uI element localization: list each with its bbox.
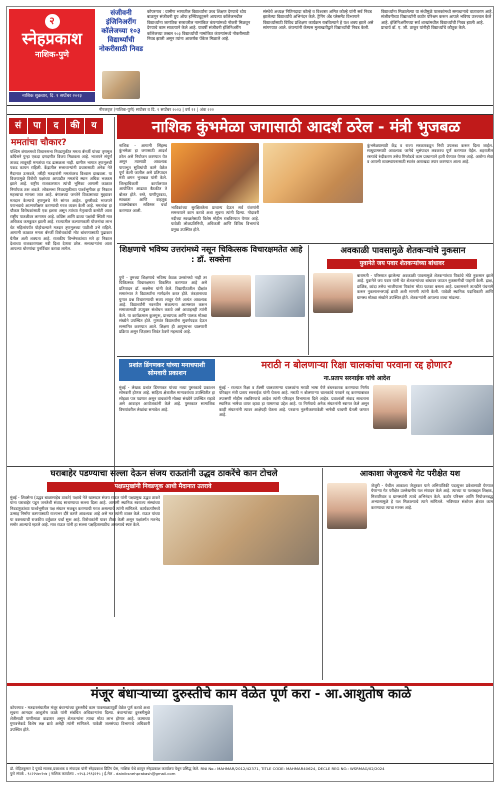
masthead — [7, 7, 494, 117]
book-launch-body: मुंबई - लेखक प्रशांत डिंगणकर यांच्या नव्या पुस्तकाचे प्रकाशन सोमवारी होणार आहे. साहित्य क्षेत्रातील मान्यवरांच्या उपस्थितीत हा सोहळा पार पडणार असून वाचकांनी मोठ्या संख्येने उपस्थित राहावे असे आवाहन आयोजकांनी केले आहे. पुस्तकात सामाजिक विषयांवरील लेखांचा समावेश आहे. — [119, 385, 215, 412]
column-divider — [322, 468, 323, 680]
editorial-letter: पा — [28, 118, 46, 134]
jejuri-headline: आकाशा जेजुरकचे गेट परीक्षेत यश — [359, 469, 461, 478]
book-launch-headline: प्रशांत डिंगणकर यांच्या मनाचपाशी सोमवारी प्रकाशन — [119, 359, 215, 381]
politics-photo — [163, 495, 319, 565]
section-divider — [117, 243, 494, 244]
editorial-letter: य — [85, 118, 103, 134]
education-headline: शिक्षणाचे भविष्य उत्तरांमध्ये नसून चिकित्सक विचारक्षमतेत आहे : डॉ. सक्सेना — [119, 245, 303, 264]
education-photo — [255, 275, 305, 317]
politics-body: मुंबई - शिवसेना (उद्धव बाळासाहेब ठाकरे) पक्षाचे नेते खासदार संजय राऊत यांनी पक्षप्रमुख उद्धव ठाकरे यांना घराबाहेर पडून जनतेशी संवाद साधण्याचा सल्ला दिला आहे. आगामी स्थानिक स्वराज्य संस्थांच्या निवडणुकांच्या पार्श्वभूमीवर पक्ष संघटन मजबूत करण्याची गरज असल्याचे त्यांनी सांगितले. कार्यकर्त्यांमध्ये उत्साह निर्माण करण्यासाठी राज्यभर दौरे करणे आवश्यक आहे असे मत त्यांनी व्यक्त केले. राऊत यांच्या या वक्तव्याची राजकीय वर्तुळात चर्चा सुरू आहे. विरोधकांनी यावर टीका केली असून पक्षांतर्गत मतभेद समोर आल्याचे म्हटले आहे. मात्र राऊत यांनी हा सल्ला पक्षहितासाठीच असल्याचे स्पष्ट केले. — [10, 495, 160, 528]
rain-body: बारामती - परिसरात झालेल्या अवकाळी पावसामुळे शेतकऱ्यांच्या पिकांचे मोठे नुकसान झाले आहे. युवानेते जय पवार यांनी थेट शेतकऱ्यांच्या बांधावर जाऊन नुकसानीची पाहणी केली. द्राक्ष, डाळिंब, कांदा तसेच भाजीपाला पिकांना मोठा फटका बसला आहे. प्रशासनाने तातडीने पंचनामे करून नुकसानभरपाई द्यावी अशी मागणी त्यांनी केली. यावेळी स्थानिक पदाधिकारी आणि ग्रामस्थ मोठ्या संख्येने उपस्थित होते. शेतकऱ्यांनी आपल्या व्यथा मांडल्या. — [357, 273, 493, 300]
editorial-letter: की — [66, 118, 84, 134]
politics-subhead: पक्षप्रमुखांनी निवडणूक आधी मैदानात उतरावे — [47, 482, 279, 492]
education-portrait — [211, 275, 251, 317]
politics-headline: घराबाहेर पडण्याचा सल्ला देऊन संजय राऊतांनी उद्धव ठाकरेंचे कान टोचले — [50, 469, 278, 479]
education-body: पुणे - तुमच्या शिक्षणाचे भविष्य केवळ उत्तरांमध्ये नाही तर चिकित्सक विचारक्षमता विकसित करण्यात आहे असे प्रतिपादन डॉ. सक्सेना यांनी केले. विद्यापीठातील दीक्षांत समारंभात ते विद्यार्थ्यांना मार्गदर्शन करत होते. तंत्रज्ञानाच्या युगात प्रश्न विचारण्याची सवय लावून घेणे अत्यंत आवश्यक आहे. विद्यार्थ्यांनी नवनवीन संकल्पना आत्मसात करून समाजासाठी उपयुक्त संशोधन करावे असे आवाहनही त्यांनी केले. या कार्यक्रमास कुलगुरू, प्राध्यापक आणि पालक मोठ्या संख्येने उपस्थित होते. गुणवंत विद्यार्थ्यांना सुवर्णपदक देऊन सन्मानित करण्यात आले. शिक्षण ही आयुष्यभर चालणारी प्रक्रिया असून जिज्ञासा जिवंत ठेवणे महत्त्वाचे आहे. — [119, 275, 207, 335]
issue-date: नाशिक शुक्रवार, दि. १ सप्टेंबर २०२३ — [9, 92, 95, 102]
rain-headline: अवकाळी पावसामुळे शेतकऱ्यांचे नुकसान — [340, 246, 466, 256]
issue-info-line: नीरजवृत्त (नाशिक-पुणे) सप्टेंबर व दि. १ सप्टेंबर २०२३ | वर्ष ११ | अंक २२२ — [7, 105, 494, 115]
editorial-label — [9, 118, 104, 134]
section-divider — [7, 466, 494, 467]
column-divider — [308, 245, 309, 355]
newspaper-city: नाशिक-पुणे — [35, 50, 69, 59]
rickshaw-body: मुंबई - राज्यात रिक्षा व टॅक्सी चालवणाऱ्या चालकांना मराठी भाषा येणे बंधनकारक करण्याचा निर्णय परिवहन मंत्री प्रताप सरनाईक यांनी घेतला आहे. मराठी न बोलणाऱ्या चालकांचे परवाने रद्द करण्याबाबत तपासणी मोहीम राबविण्याचे आदेश त्यांनी परिवहन विभागाला दिले आहेत. प्रवाशांशी संवाद साधताना स्थानिक भाषेचा वापर व्हावा हा यामागचा उद्देश आहे. या निर्णयाचे अनेक संघटनांनी स्वागत केले असून काही संघटनांनी त्यावर आक्षेपही घेतला आहे. परवाना नूतनीकरणावेळी भाषेची चाचणी घेतली जाणार आहे. — [219, 385, 369, 418]
imprint-footer — [7, 763, 494, 782]
rickshaw-photo — [411, 385, 493, 435]
bottom-headline: मंजूर बंधाऱ्याच्या दुरुस्तीचे काम वेळेत पूर्ण करा - आ.आशुतोष काळे — [7, 683, 494, 703]
minister-portrait — [373, 385, 407, 429]
promo-box — [99, 9, 143, 101]
lead-photo-crowd — [171, 143, 259, 203]
section-divider — [117, 356, 494, 357]
bottom-photo — [153, 705, 233, 761]
lead-body-col2: भाविकांच्या सुरक्षिततेला प्राधान्य देऊन सर्व यंत्रणांनी समन्वयाने काम करावे अशा सूचना त्यांनी दिल्या. गोदावरी नदीच्या स्वच्छतेसाठी विशेष मोहीम राबविण्यात येणार आहे. यावेळी लोकप्रतिनिधी, अधिकारी आणि विविध विभागांचे प्रमुख उपस्थित होते. — [171, 205, 259, 232]
rickshaw-headline: मराठी न बोलणाऱ्या रिक्षा चालकांचा परवाना रद्द होणार? — [261, 360, 453, 371]
promo-photo — [102, 71, 140, 99]
promo-article-col1: कोपरगाव : ग्रामीण भागातील विद्यार्थ्यांना उच्च शिक्षण देण्याचे ध्येय बाळगून संजीवनी ग्रुप ऑफ इन्स्टिट्यूट्सने आपल्या कॉलेजमधील विद्यार्थ्यांना जागतिक स्तरावरील नामांकित कंपन्यांमध्ये नोकरी मिळवून देण्याचे काम सातत्याने केले आहे. यावर्षी संजीवनी इंजिनिअरींग कॉलेजच्या तब्बल १०३ विद्यार्थ्यांची नामांकित कंपन्यांमध्ये नोकरीसाठी निवड झाली असून त्यांना आकर्षक पॅकेज मिळाले आहे. — [147, 9, 251, 42]
newspaper-page — [6, 6, 494, 782]
promo-article-col3: विद्यार्थ्यांना मिळालेल्या या संधीमुळे पालकांमध्ये समाधानाचे वातावरण आहे. संजीवनीच्या विद्यार्थ्यांनी कठोर परिश्रम करून आपले भविष्य उज्ज्वल केले आहे. इंजिनिअरींगच्या सर्व शाखांमधील विद्यार्थ्यांची निवड झाली आहे. प्राचार्य डॉ. ए. जी. ठाकूर यांनीही विद्यार्थ्यांचे कौतुक केले. — [381, 9, 493, 31]
jejuri-body: जेजुरी - येथील आकाशा जेजुरकर याने अभियांत्रिकी पदव्युत्तर प्रवेशासाठी घेण्यात येणाऱ्या गेट परीक्षेत उल्लेखनीय यश संपादन केले आहे. त्याच्या या यशाबद्दल शिक्षक, मित्रपरिवार व ग्रामस्थांनी त्याचे अभिनंदन केले. कठोर परिश्रम आणि नियोजनबद्ध अभ्यासामुळे हे यश मिळाल्याचे त्याने सांगितले. भविष्यात संशोधन क्षेत्रात काम करण्याचा त्याचा मानस आहे. — [371, 483, 493, 510]
promo-title: संजीवनी इंजिनिअरींग कॉलेजच्या १०३ विद्यार्थ्यांची नोकरीसाठी निवड — [99, 9, 143, 53]
rain-subhead: युवानेते जय पवार शेतकऱ्यांच्या बांधावर — [327, 259, 477, 269]
lead-body-col1: नाशिक - आगामी सिंहस्थ कुंभमेळा हा जगासाठी आदर्श ठरेल असे नियोजन करण्यात येत असून त्यासाठी आवश्यक पायाभूत सुविधांची कामे वेळेत पूर्ण केली जातील असे प्रतिपादन मंत्री छगन भुजबळ यांनी केले. जिल्हाधिकारी कार्यालयात आयोजित आढावा बैठकीत ते बोलत होते. रस्ते, पाणीपुरवठा, स्वच्छता आणि वाहतूक व्यवस्थेबाबत सविस्तर चर्चा करण्यात आली. — [119, 143, 167, 213]
lead-body-col3: कुंभमेळ्यासाठी केंद्र व राज्य सरकारकडून निधी उपलब्ध करून दिला जाईल. साधुग्रामसाठी आवश्यक जागेचे भूसंपादन लवकरच पूर्ण करण्यात येईल. शहरातील रस्त्यांचे रुंदीकरण तसेच रिंगरोडचे काम प्राधान्याने हाती घेण्यात येणार आहे. आरोग्य सेवा व आपत्ती व्यवस्थापनासाठी स्वतंत्र आराखडा तयार करण्यात आला आहे. — [367, 143, 493, 165]
newspaper-name: स्नेहप्रकाश — [22, 29, 82, 48]
logo-block — [9, 9, 95, 91]
bottom-body: कोपरगाव - मतदारसंघातील मंजूर बंधाऱ्यांच्या दुरुस्तीचे काम पावसाळ्यापूर्वी वेळेत पूर्ण करावे अशा सूचना आमदार आशुतोष काळे यांनी संबंधित अधिकाऱ्यांना दिल्या. बंधाऱ्यांच्या दुरुस्तीमुळे शेतीसाठी पाणीसाठा वाढणार असून शेतकऱ्यांना त्याचा मोठा लाभ होणार आहे. कामाच्या गुणवत्तेकडे विशेष लक्ष द्यावे असेही त्यांनी सांगितले. यावेळी जलसंपदा विभागाचे अधिकारी उपस्थित होते. — [10, 705, 150, 732]
logo-number: २ — [45, 14, 60, 29]
editorial-heading: ममतांचा चौकार? — [11, 138, 67, 148]
rickshaw-subhead: ना.प्रताप सरनाईक यांचे आदेश — [323, 375, 391, 382]
lead-photo-stage — [263, 143, 363, 203]
contact-line: पुणे संपर्क - ९८२२५७०२०७ | नाशिक कार्यालय - ०२५३-२९९३२१५ | ई-मेल - dainiksnehprakash@gmail.com — [10, 771, 176, 776]
editorial-letter: सं — [9, 118, 27, 134]
promo-article-col2: संस्थेचे अध्यक्ष नितिनदादा कोल्हे व विश्वस्त अमित कोल्हे यांनी सर्व निवड झालेल्या विद्यार्थ्यांचे अभिनंदन केले. ट्रेनिंग अँड प्लेसमेंट विभागाने विद्यार्थ्यांसाठी विविध प्रशिक्षण कार्यक्रम राबविल्याने हे यश शक्य झाले असे सांगण्यात आले. कंपन्यांनी कॅम्पस मुलाखतीद्वारे विद्यार्थ्यांची निवड केली. — [263, 9, 374, 31]
lead-headline: नाशिक कुंभमेळा जगासाठी आदर्श ठरेल - मंत्री भुजबळ — [117, 115, 494, 139]
editorial-letter: द — [47, 118, 65, 134]
editorial-body: पश्चिम बंगालमध्ये विधानसभा निवडणुकीत ममता बॅनर्जी यांच्या तृणमूल काँग्रेसने पुन्हा एकदा दणदणीत विजय मिळवला आहे. भाजपने संपूर्ण ताकद लावूनही ममतांचा गड ढासळला नाही. ग्रामीण भागात तृणमूलची पकड कायम राहिली. केंद्रातील सत्ताधाऱ्यांनी प्रचारासाठी अनेक नेते मैदानात उतरवले, तरीही मतदारांनी ममतांवरच विश्वास दाखवला. या विजयामुळे विरोधी पक्षांच्या आघाडीत ममतांचे स्थान अधिक भक्कम झाले आहे. राष्ट्रीय राजकारणात त्यांची भूमिका आगामी काळात निर्णायक ठरू शकते. लोकसभा निवडणुकीच्या पार्श्वभूमीवर हा निकाल महत्त्वाचा मानला जात आहे. बंगालच्या जनतेने विकासाच्या मुद्द्यावर मतदान केल्याचे तृणमूलचे नेते सांगत आहेत. दुसरीकडे भाजपने पराभवाचे आत्मपरीक्षण करण्याची गरज व्यक्त केली आहे. ममतांचा हा चौकार विरोधकांसाठी एक इशारा असून त्यांच्या नेतृत्वाची कसोटी आता राष्ट्रीय पातळीवर लागणार आहे. काँग्रेस आणि डाव्या पक्षांची स्थिती मात्र अधिकच कमकुवत झाली आहे. राज्यातील कल्याणकारी योजनांचा लाभ थेट महिलांपर्यंत पोहोचल्याने मतदार तृणमूलच्या पाठीशी उभे राहिले. आगामी काळात ममता बॅनर्जी विरोधकांची मोट बांधण्यासाठी पुढाकार घेतील अशी शक्यता आहे. राजकीय विश्लेषकांच्या मते हा निकाल देशाच्या राजकारणाला नवी दिशा देणारा ठरेल. सत्ताधाऱ्यांना आता आपल्या धोरणांचा पुनर्विचार करावा लागेल. — [10, 149, 112, 252]
imprint-line: डॉ. रोहितकुमार दे पुराडे मालक,प्रकाशक व संपादक यांनी स्नेहप्रकाश प्रिंटिंग प्रेस, नाशिक येथे छापून स्नेहप्रकाश कार्यालय येथून प्रसिद्ध केले. RNI No.: MAHMAR/2012/42371, TITLE CODE: MAHMAR40624, DECLE REG NO.: WSRMAG/02/2024 — [10, 766, 385, 771]
student-portrait — [327, 483, 367, 529]
rain-portrait — [313, 273, 353, 313]
